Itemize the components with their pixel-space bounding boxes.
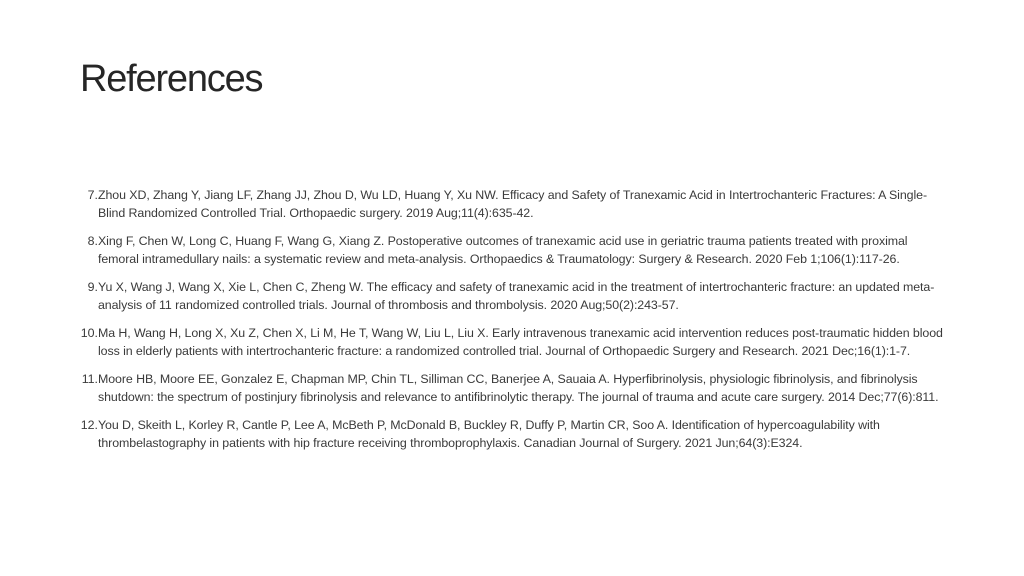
reference-list: [76, 186, 948, 462]
reference-text: Xing F, Chen W, Long C, Huang F, Wang G, Xiang Z. Postoperative outcomes of tranexamic acid use in geriatric trauma patients treated with proximal femoral intramedullary nails: a systematic review and meta-analysis. Orthopaedics & Traumatology: Surgery & Research. 2020 Feb 1;106(1):117-26.: [98, 234, 908, 266]
reference-item: [76, 278, 948, 314]
reference-item: [76, 416, 948, 452]
reference-text: Zhou XD, Zhang Y, Jiang LF, Zhang JJ, Zhou D, Wu LD, Huang Y, Xu NW. Efficacy and Safety of Tranexamic Acid in Intertrochanteric Fractures: A Single-Blind Randomized Controlled Trial. Orthopaedic surgery. 2019 Aug;11(4):635-42.: [98, 188, 928, 220]
slide-title: References: [80, 58, 263, 100]
reference-number: 9.: [87, 280, 98, 294]
reference-number: 8.: [87, 234, 98, 248]
reference-number: 10.: [80, 326, 98, 340]
reference-text: Yu X, Wang J, Wang X, Xie L, Chen C, Zheng W. The efficacy and safety of tranexamic acid in the treatment of intertrochanteric fracture: an updated meta-analysis of 11 randomized controlled trials. Journal of thrombosis and thrombolysis. 2020 Aug;50(2):243-57.: [98, 280, 935, 312]
reference-item: [76, 186, 948, 222]
reference-item: [76, 324, 948, 360]
reference-item: [76, 370, 948, 406]
reference-number: 7.: [87, 188, 98, 202]
reference-number: 11.: [81, 372, 98, 386]
reference-text: Moore HB, Moore EE, Gonzalez E, Chapman MP, Chin TL, Silliman CC, Banerjee A, Sauaia A. Hyperfibrinolysis, physiologic fibrinolysis, and fibrinolysis shutdown: the spectrum of postinjury fibrinolysis and relevance to antifibrinolytic therapy. The journal of trauma and acute care surgery. 2014 Dec;77(6):811.: [98, 372, 939, 404]
reference-text: Ma H, Wang H, Long X, Xu Z, Chen X, Li M, He T, Wang W, Liu L, Liu X. Early intravenous tranexamic acid intervention reduces post-traumatic hidden blood loss in elderly patients with intertrochanteric fracture: a randomized controlled trial. Journal of Orthopaedic Surgery and Research. 2021 Dec;16(1):1-7.: [98, 326, 943, 358]
reference-text: You D, Skeith L, Korley R, Cantle P, Lee A, McBeth P, McDonald B, Buckley R, Duffy P, Martin CR, Soo A. Identification of hypercoagulability with thrombelastography in patients with hip fracture receiving thromboprophylaxis. Canadian Journal of Surgery. 2021 Jun;64(3):E324.: [98, 418, 880, 450]
reference-item: [76, 232, 948, 268]
reference-number: 12.: [80, 418, 98, 432]
